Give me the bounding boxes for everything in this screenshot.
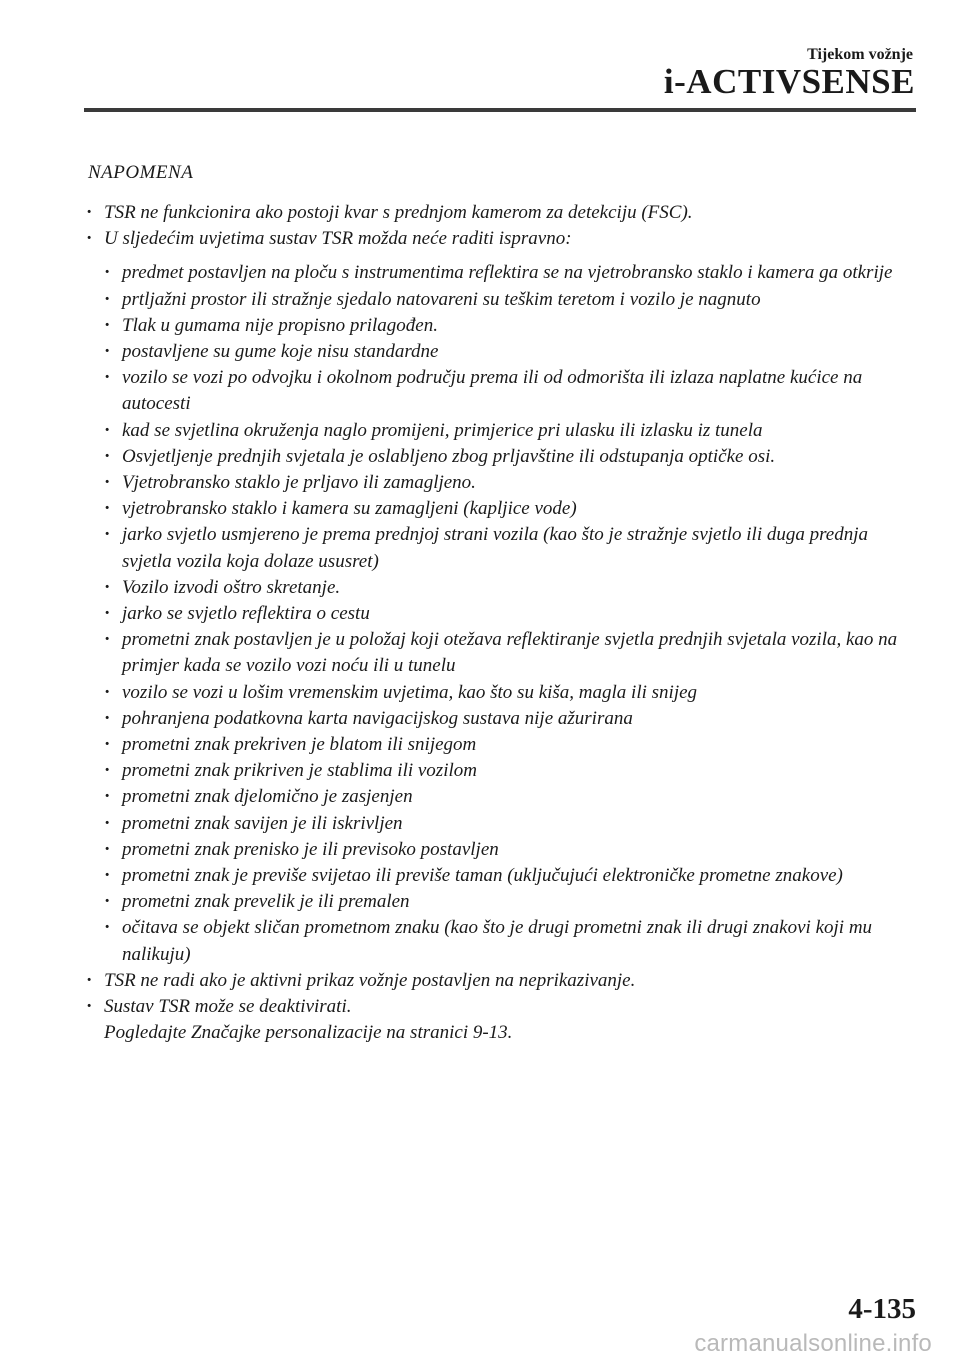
bullet-dot-icon: · (104, 498, 111, 520)
list-item-text: prometni znak prekriven je blatom ili snijegom (122, 734, 477, 756)
sub-list-item (84, 784, 920, 810)
bullet-dot-icon: · (104, 603, 111, 625)
bullet-dot-icon: · (104, 314, 111, 336)
bullet-dot-icon: · (104, 812, 111, 834)
list-item-text: pohranjena podatkovna karta navigacijskog sustava nije ažurirana (122, 707, 633, 729)
sub-list-item (84, 260, 920, 286)
bullet-dot-icon: · (104, 629, 111, 651)
sub-list-item (84, 627, 920, 679)
bullet-dot-icon: · (104, 524, 111, 546)
list-item-text: prometni znak djelomično je zasjenjen (122, 786, 413, 808)
header-section-title: Tijekom vožnje (807, 46, 913, 63)
list-item-text: prometni znak prevelik je ili premalen (122, 891, 410, 913)
list-item-text: prometni znak savijen je ili iskrivljen (122, 812, 403, 834)
bullet-dot-icon: · (86, 969, 93, 991)
bullet-dot-icon: · (104, 917, 111, 939)
page-number: 4-135 (848, 1293, 916, 1325)
sub-list-item (84, 863, 920, 889)
sub-list-item (84, 680, 920, 706)
sub-list-item (84, 444, 920, 470)
bullet-dot-icon: · (86, 202, 93, 223)
sub-list-item (84, 732, 920, 758)
bullet-dot-icon: · (104, 262, 111, 284)
list-item (84, 968, 920, 994)
list-item-text: prtljažni prostor ili stražnje sjedalo natovareni su teškim teretom i vozilo je nagnuto (122, 288, 761, 310)
bullet-dot-icon: · (86, 996, 93, 1018)
list-item-text: očitava se objekt sličan prometnom znaku (kao što je drugi prometni znak ili drugi znakovi koji mu nalikuju) (122, 917, 873, 965)
list-item-text: Vjetrobransko staklo je prljavo ili zamagljeno. (122, 472, 476, 494)
list-item-text: prometni znak prenisko je ili previsoko postavljen (122, 838, 499, 860)
bullet-dot-icon: · (104, 891, 111, 913)
sub-list-item (84, 706, 920, 732)
sub-list-item (84, 601, 920, 627)
list-item-text: jarko svjetlo usmjereno je prema prednjoj strani vozila (kao što je stražnje svjetlo ili duga prednja svjetla vozila koja dolaze ususret) (122, 524, 869, 572)
sub-list-item (84, 575, 920, 601)
header-rule (84, 108, 916, 112)
note-title: NAPOMENA (88, 162, 194, 183)
list-item-text: Sustav TSR može se deaktivirati. (104, 996, 352, 1018)
list-item-text: Vozilo izvodi oštro skretanje. (122, 576, 341, 598)
list-item-text: vozilo se vozi u lošim vremenskim uvjetima, kao što su kiša, magla ili snijeg (122, 681, 698, 703)
list-item-text: Tlak u gumama nije propisno prilagođen. (122, 314, 438, 336)
bullet-dot-icon: · (104, 341, 111, 363)
sub-list-item (84, 496, 920, 522)
list-item-text: postavljene su gume koje nisu standardne (122, 341, 439, 363)
list-item-text: TSR ne radi ako je aktivni prikaz vožnje postavljen na neprikazivanje. (104, 969, 636, 991)
list-item (84, 226, 920, 252)
bullet-dot-icon: · (104, 865, 111, 887)
sub-list-item (84, 313, 920, 339)
bullet-dot-icon: · (104, 576, 111, 598)
bullet-dot-icon: · (104, 445, 111, 467)
bullet-dot-icon: · (86, 228, 93, 250)
sub-list-item (84, 889, 920, 915)
list-item-text: prometni znak postavljen je u položaj koji otežava reflektiranje svjetla prednjih svjetala vozila, kao na primjer kada se vozilo vozi noću ili u tunelu (122, 629, 898, 677)
list-item-text: Osvjetljenje prednjih svjetala je oslabljeno zbog prljavštine ili odstupanja optičke osi. (122, 445, 776, 467)
sub-list-item (84, 418, 920, 444)
bullet-dot-icon: · (104, 707, 111, 729)
list-item (84, 200, 920, 226)
list-item-continuation: Pogledajte Značajke personalizacije na stranici 9-13. (104, 1022, 513, 1044)
list-item-text: TSR ne funkcionira ako postoji kvar s prednjom kamerom za detekciju (FSC). (104, 202, 693, 223)
list-item (84, 994, 920, 1046)
sub-list-item (84, 837, 920, 863)
bullet-dot-icon: · (104, 419, 111, 441)
bullet-dot-icon: · (104, 838, 111, 860)
watermark-text: carmanualsonline.info (694, 1330, 932, 1357)
list-item-text: vjetrobransko staklo i kamera su zamagljeni (kapljice vode) (122, 498, 577, 520)
sub-list-item (84, 811, 920, 837)
bullet-dot-icon: · (104, 367, 111, 389)
sub-list-item (84, 758, 920, 784)
bullet-dot-icon: · (104, 760, 111, 782)
list-item-text: kad se svjetlina okruženja naglo promijeni, primjerice pri ulasku ili izlasku iz tunela (122, 419, 763, 441)
bullet-dot-icon: · (104, 288, 111, 310)
sub-list-item (84, 287, 920, 313)
bullet-dot-icon: · (104, 786, 111, 808)
sub-list-item (84, 470, 920, 496)
list-item-text: vozilo se vozi po odvojku i okolnom području prema ili od odmorišta ili izlaza naplatne kućice na autocesti (122, 367, 863, 415)
list-item-text: predmet postavljen na ploču s instrumentima reflektira se na vjetrobransko staklo i kamera ga otkrije (122, 262, 893, 284)
sub-list-item (84, 522, 920, 574)
sub-list-item (84, 365, 920, 417)
list-gap (84, 252, 920, 260)
list-item-text: U sljedećim uvjetima sustav TSR možda neće raditi ispravno: (104, 228, 572, 250)
header-chapter-title: i-ACTIVSENSE (663, 62, 915, 101)
bullet-dot-icon: · (104, 734, 111, 756)
list-item-text: prometni znak prikriven je stablima ili vozilom (122, 760, 477, 782)
list-item-text: prometni znak je previše svijetao ili previše taman (uključujući elektroničke prometne znakove) (122, 865, 843, 887)
bullet-dot-icon: · (104, 681, 111, 703)
sub-list-item (84, 339, 920, 365)
note-list (84, 200, 920, 1047)
list-item-text: jarko se svjetlo reflektira o cestu (122, 603, 370, 625)
sub-list-item (84, 915, 920, 967)
bullet-dot-icon: · (104, 472, 111, 494)
